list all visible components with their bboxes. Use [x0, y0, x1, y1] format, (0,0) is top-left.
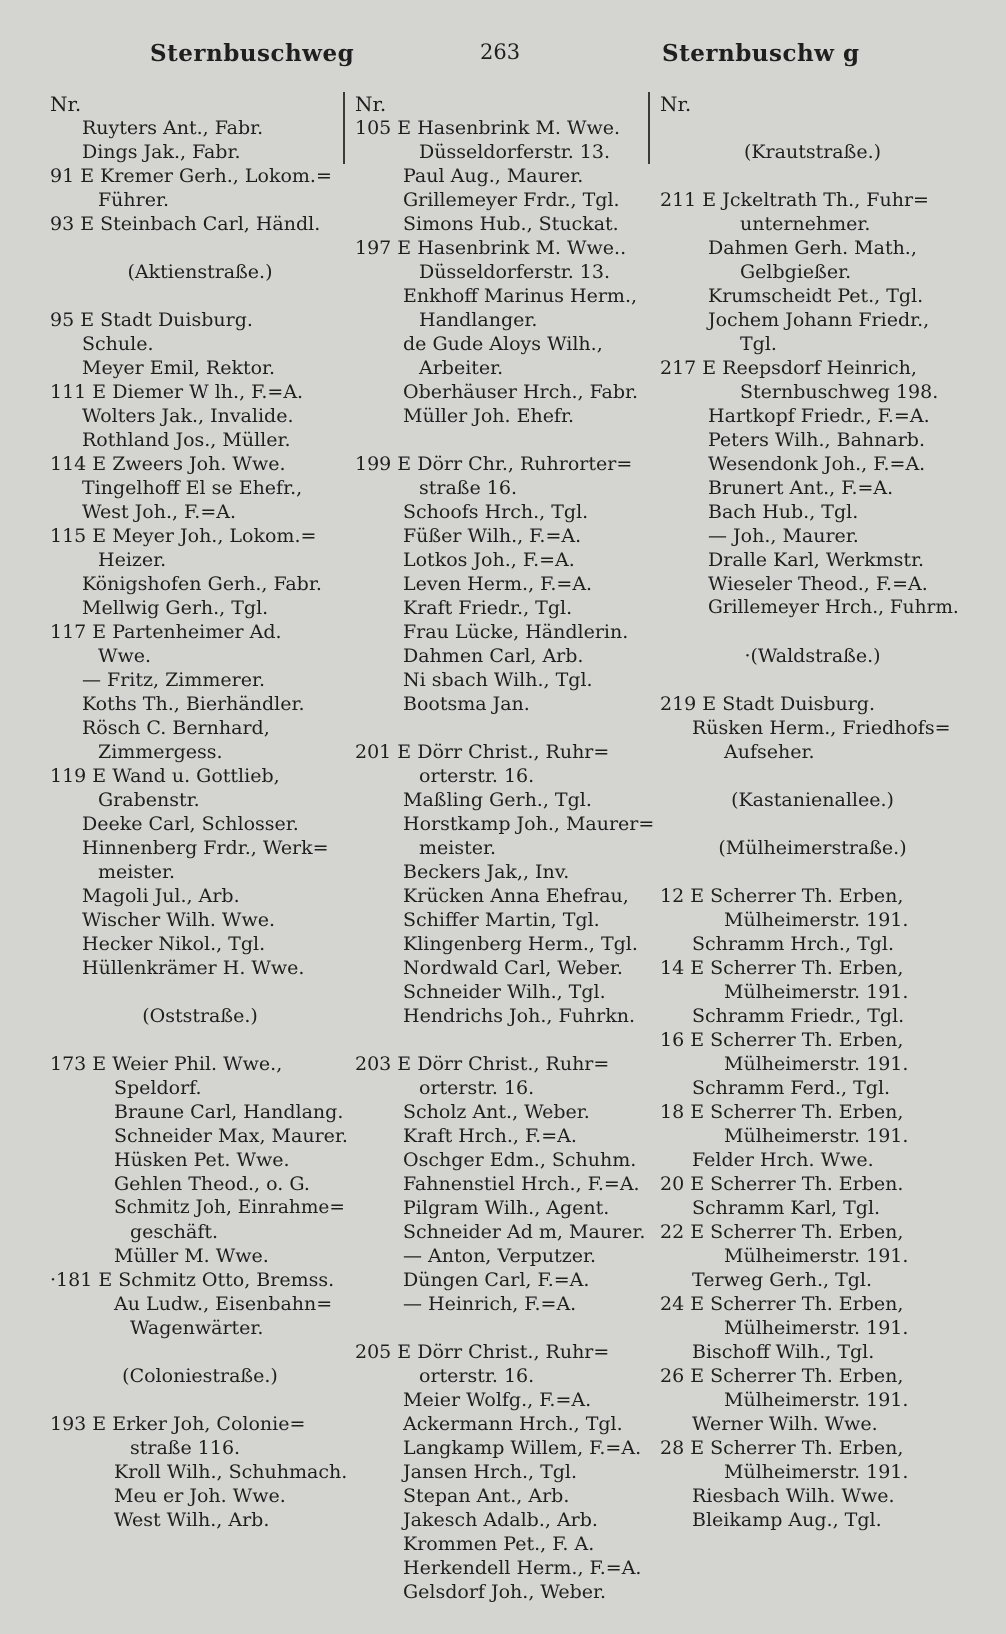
resident-entry: Düsseldorferstr. 13.	[419, 261, 611, 283]
resident-entry: Magoli Jul., Arb.	[82, 885, 240, 907]
resident-entry: Ruyters Ant., Fabr.	[82, 117, 264, 139]
house-entry: 111 E Diemer W lh., F.=A.	[50, 381, 304, 403]
resident-entry: Tgl.	[740, 333, 777, 355]
resident-entry: Ni sbach Wilh., Tgl.	[403, 669, 593, 691]
house-entry: 20 E Scherrer Th. Erben.	[660, 1173, 904, 1195]
resident-entry: Dralle Karl, Werkmstr.	[708, 549, 925, 571]
resident-entry: Werner Wilh. Wwe.	[692, 1413, 878, 1435]
house-entry: 199 E Dörr Chr., Ruhrorter=	[355, 453, 633, 475]
resident-entry: Krücken Anna Ehefrau,	[403, 885, 629, 907]
resident-entry: Nordwald Carl, Weber.	[403, 957, 623, 979]
resident-entry: Zimmergess.	[98, 741, 223, 763]
resident-entry: — Joh., Maurer.	[708, 525, 859, 547]
resident-entry: meister.	[419, 837, 497, 859]
resident-entry: Füßer Wilh., F.=A.	[403, 525, 582, 547]
house-entry: 22 E Scherrer Th. Erben,	[660, 1221, 904, 1243]
resident-entry: Gelbgießer.	[740, 261, 852, 283]
resident-entry: Handlanger.	[419, 309, 538, 331]
blank-line	[50, 1028, 350, 1052]
resident-entry: Grabenstr.	[98, 789, 200, 811]
resident-entry: Paul Aug., Maurer.	[403, 165, 584, 187]
house-entry: 95 E Stadt Duisburg.	[50, 309, 253, 331]
resident-entry: Rothland Jos., Müller.	[82, 429, 291, 451]
resident-entry: Fahnenstiel Hrch., F.=A.	[403, 1173, 640, 1195]
resident-entry: Wischer Wilh. Wwe.	[82, 909, 276, 931]
blank-line	[660, 764, 965, 788]
resident-entry: Schiffer Martin, Tgl.	[403, 909, 600, 931]
resident-entry: Mülheimerstr. 191.	[724, 1389, 909, 1411]
house-entry: 93 E Steinbach Carl, Händl.	[50, 213, 321, 235]
resident-entry: Sternbuschweg 198.	[740, 381, 939, 403]
resident-entry: Mülheimerstr. 191.	[724, 1245, 909, 1267]
column-label: Nr.	[355, 92, 387, 116]
resident-entry: straße 116.	[130, 1437, 241, 1459]
resident-entry: Langkamp Willem, F.=A.	[403, 1437, 642, 1459]
resident-entry: straße 16.	[419, 477, 517, 499]
blank-line	[660, 860, 965, 884]
resident-entry: orterstr. 16.	[419, 1365, 535, 1387]
blank-line	[355, 1316, 655, 1340]
house-entry: 28 E Scherrer Th. Erben,	[660, 1437, 904, 1459]
resident-entry: Speldorf.	[114, 1077, 202, 1099]
resident-entry: — Fritz, Zimmerer.	[82, 669, 266, 691]
resident-entry: — Heinrich, F.=A.	[403, 1293, 577, 1315]
resident-entry: Düngen Carl, F.=A.	[403, 1269, 590, 1291]
resident-entry: Wesendonk Joh., F.=A.	[708, 453, 926, 475]
resident-entry: Lotkos Joh., F.=A.	[403, 549, 575, 571]
resident-entry: West Wilh., Arb.	[114, 1509, 270, 1531]
column-label: Nr.	[50, 92, 82, 116]
house-entry: 217 E Reepsdorf Heinrich,	[660, 357, 917, 379]
resident-entry: Maßling Gerh., Tgl.	[403, 789, 592, 811]
blank-line	[660, 620, 965, 644]
resident-entry: Gelsdorf Joh., Weber.	[403, 1581, 607, 1603]
resident-entry: Schramm Friedr., Tgl.	[692, 1005, 905, 1027]
resident-entry: Rüsken Herm., Friedhofs=	[692, 717, 951, 739]
house-entry: 117 E Partenheimer Ad.	[50, 621, 282, 643]
street-heading: (Coloniestraße.)	[122, 1365, 278, 1387]
resident-entry: Hartkopf Friedr., F.=A.	[708, 405, 930, 427]
house-entry: 173 E Weier Phil. Wwe.,	[50, 1053, 283, 1075]
resident-entry: Horstkamp Joh., Maurer=	[403, 813, 655, 835]
column-1	[50, 92, 350, 1532]
resident-entry: Schramm Hrch., Tgl.	[692, 933, 894, 955]
house-entry: 197 E Hasenbrink M. Wwe..	[355, 237, 627, 259]
resident-entry: Deeke Carl, Schlosser.	[82, 813, 299, 835]
blank-line	[50, 284, 350, 308]
resident-entry: Pilgram Wilh., Agent.	[403, 1197, 610, 1219]
street-heading: ·(Waldstraße.)	[744, 645, 881, 667]
resident-entry: Herkendell Herm., F.=A.	[403, 1557, 642, 1579]
resident-entry: unternehmer.	[740, 213, 871, 235]
blank-line	[660, 164, 965, 188]
blank-line	[50, 1388, 350, 1412]
resident-entry: Hecker Nikol., Tgl.	[82, 933, 266, 955]
resident-entry: Mellwig Gerh., Tgl.	[82, 597, 269, 619]
resident-entry: Bach Hub., Tgl.	[708, 501, 859, 523]
resident-entry: Düsseldorferstr. 13.	[419, 141, 611, 163]
blank-line	[50, 1340, 350, 1364]
blank-line	[660, 812, 965, 836]
resident-entry: Wagenwärter.	[130, 1317, 264, 1339]
resident-entry: Aufseher.	[724, 741, 815, 763]
column-3	[660, 92, 965, 1532]
resident-entry: Hinnenberg Frdr., Werk=	[82, 837, 329, 859]
resident-entry: Schneider Max, Maurer.	[114, 1125, 348, 1147]
street-heading: (Kastanienallee.)	[731, 789, 894, 811]
column-2	[355, 92, 655, 1604]
resident-entry: Schramm Karl, Tgl.	[692, 1197, 881, 1219]
blank-line	[50, 236, 350, 260]
resident-entry: orterstr. 16.	[419, 765, 535, 787]
resident-entry: Schneider Ad m, Maurer.	[403, 1221, 646, 1243]
resident-entry: Simons Hub., Stuckat.	[403, 213, 619, 235]
house-entry: 115 E Meyer Joh., Lokom.=	[50, 525, 317, 547]
street-heading: (Krautstraße.)	[743, 141, 882, 163]
resident-entry: Koths Th., Bierhändler.	[82, 693, 305, 715]
resident-entry: Hüllenkrämer H. Wwe.	[82, 957, 305, 979]
resident-entry: Kraft Friedr., Tgl.	[403, 597, 573, 619]
resident-entry: Braune Carl, Handlang.	[114, 1101, 344, 1123]
resident-entry: Krumscheidt Pet., Tgl.	[708, 285, 924, 307]
resident-entry: Ackermann Hrch., Tgl.	[403, 1413, 623, 1435]
resident-entry: Rösch C. Bernhard,	[82, 717, 270, 739]
resident-entry: Stepan Ant., Arb.	[403, 1485, 570, 1507]
resident-entry: Hendrichs Joh., Fuhrkn.	[403, 1005, 635, 1027]
resident-entry: Bootsma Jan.	[403, 693, 530, 715]
blank-line	[660, 116, 965, 140]
resident-entry: Kraft Hrch., F.=A.	[403, 1125, 577, 1147]
resident-entry: Führer.	[98, 189, 170, 211]
house-entry: 201 E Dörr Christ., Ruhr=	[355, 741, 610, 763]
resident-entry: West Joh., F.=A.	[82, 501, 237, 523]
house-entry: 12 E Scherrer Th. Erben,	[660, 885, 904, 907]
resident-entry: Heizer.	[98, 549, 167, 571]
resident-entry: Schule.	[82, 333, 154, 355]
resident-entry: Terweg Gerh., Tgl.	[692, 1269, 873, 1291]
resident-entry: Grillemeyer Frdr., Tgl.	[403, 189, 620, 211]
blank-line	[355, 428, 655, 452]
resident-entry: Meu er Joh. Wwe.	[114, 1485, 286, 1507]
resident-entry: meister.	[98, 861, 176, 883]
resident-entry: Au Ludw., Eisenbahn=	[114, 1293, 333, 1315]
resident-entry: Oberhäuser Hrch., Fabr.	[403, 381, 639, 403]
blank-line	[660, 668, 965, 692]
resident-entry: Meier Wolfg., F.=A.	[403, 1389, 592, 1411]
resident-entry: Mülheimerstr. 191.	[724, 981, 909, 1003]
resident-entry: Frau Lücke, Händlerin.	[403, 621, 629, 643]
resident-entry: Müller Joh. Ehefr.	[403, 405, 574, 427]
resident-entry: Peters Wilh., Bahnarb.	[708, 429, 926, 451]
resident-entry: Gehlen Theod., o. G.	[114, 1173, 310, 1195]
house-entry: 205 E Dörr Christ., Ruhr=	[355, 1341, 610, 1363]
resident-entry: geschäft.	[130, 1221, 219, 1243]
resident-entry: Bischoff Wilh., Tgl.	[692, 1341, 875, 1363]
resident-entry: Mülheimerstr. 191.	[724, 1053, 909, 1075]
running-head-left: Sternbuschweg	[150, 40, 355, 67]
resident-entry: Mülheimerstr. 191.	[724, 1317, 909, 1339]
resident-entry: Enkhoff Marinus Herm.,	[403, 285, 638, 307]
resident-entry: Felder Hrch. Wwe.	[692, 1149, 874, 1171]
resident-entry: Tingelhoff El se Ehefr.,	[82, 477, 303, 499]
house-entry: 16 E Scherrer Th. Erben,	[660, 1029, 904, 1051]
resident-entry: Wolters Jak., Invalide.	[82, 405, 294, 427]
resident-entry: Scholz Ant., Weber.	[403, 1101, 590, 1123]
resident-entry: Schneider Wilh., Tgl.	[403, 981, 606, 1003]
blank-line	[355, 716, 655, 740]
house-entry: 105 E Hasenbrink M. Wwe.	[355, 117, 621, 139]
house-entry: 211 E Jckeltrath Th., Fuhr=	[660, 189, 929, 211]
house-entry: 91 E Kremer Gerh., Lokom.=	[50, 165, 332, 187]
house-entry: 18 E Scherrer Th. Erben,	[660, 1101, 904, 1123]
resident-entry: Dahmen Gerh. Math.,	[708, 237, 917, 259]
resident-entry: Kroll Wilh., Schuhmach.	[114, 1461, 348, 1483]
resident-entry: Schramm Ferd., Tgl.	[692, 1077, 891, 1099]
resident-entry: Schoofs Hrch., Tgl.	[403, 501, 589, 523]
house-entry: 24 E Scherrer Th. Erben,	[660, 1293, 904, 1315]
page-number: 263	[480, 40, 521, 64]
resident-entry: Dings Jak., Fabr.	[82, 141, 241, 163]
resident-entry: Oschger Edm., Schuhm.	[403, 1149, 637, 1171]
column-label: Nr.	[660, 92, 692, 116]
resident-entry: de Gude Aloys Wilh.,	[403, 333, 603, 355]
resident-entry: Hüsken Pet. Wwe.	[114, 1149, 290, 1171]
resident-entry: Arbeiter.	[419, 357, 504, 379]
house-entry: 114 E Zweers Joh. Wwe.	[50, 453, 286, 475]
resident-entry: Jansen Hrch., Tgl.	[403, 1461, 578, 1483]
resident-entry: Jochem Johann Friedr.,	[708, 309, 930, 331]
resident-entry: Leven Herm., F.=A.	[403, 573, 593, 595]
blank-line	[355, 1028, 655, 1052]
resident-entry: Bleikamp Aug., Tgl.	[692, 1509, 882, 1531]
resident-entry: Königshofen Gerh., Fabr.	[82, 573, 322, 595]
house-entry: 203 E Dörr Christ., Ruhr=	[355, 1053, 610, 1075]
resident-entry: Wieseler Theod., F.=A.	[708, 573, 928, 595]
resident-entry: Klingenberg Herm., Tgl.	[403, 933, 638, 955]
resident-entry: Mülheimerstr. 191.	[724, 909, 909, 931]
house-entry: 219 E Stadt Duisburg.	[660, 693, 876, 715]
resident-entry: Jakesch Adalb., Arb.	[403, 1509, 598, 1531]
house-entry: 119 E Wand u. Gottlieb,	[50, 765, 280, 787]
street-heading: (Aktienstraße.)	[127, 261, 273, 283]
house-entry: 14 E Scherrer Th. Erben,	[660, 957, 904, 979]
resident-entry: Riesbach Wilh. Wwe.	[692, 1485, 895, 1507]
resident-entry: Beckers Jak,, Inv.	[403, 861, 570, 883]
resident-entry: orterstr. 16.	[419, 1077, 535, 1099]
resident-entry: Grillemeyer Hrch., Fuhrm.	[708, 597, 959, 618]
resident-entry: — Anton, Verputzer.	[403, 1245, 597, 1267]
house-entry: ·181 E Schmitz Otto, Bremss.	[50, 1269, 335, 1291]
resident-entry: Meyer Emil, Rektor.	[82, 357, 276, 379]
running-head-right: Sternbuschw g	[662, 40, 860, 67]
street-heading: (Mülheimerstraße.)	[718, 837, 907, 859]
resident-entry: Brunert Ant., F.=A.	[708, 477, 894, 499]
house-entry: 26 E Scherrer Th. Erben,	[660, 1365, 904, 1387]
house-entry: 193 E Erker Joh, Colonie=	[50, 1413, 306, 1435]
page-header	[0, 40, 1006, 74]
resident-entry: Krommen Pet., F. A.	[403, 1533, 595, 1555]
resident-entry: Mülheimerstr. 191.	[724, 1461, 909, 1483]
street-heading: (Oststraße.)	[142, 1005, 258, 1027]
resident-entry: Dahmen Carl, Arb.	[403, 645, 584, 667]
resident-entry: Müller M. Wwe.	[114, 1245, 269, 1267]
resident-entry: Schmitz Joh, Einrahme=	[114, 1197, 345, 1218]
resident-entry: Wwe.	[98, 645, 152, 667]
blank-line	[50, 980, 350, 1004]
resident-entry: Mülheimerstr. 191.	[724, 1125, 909, 1147]
